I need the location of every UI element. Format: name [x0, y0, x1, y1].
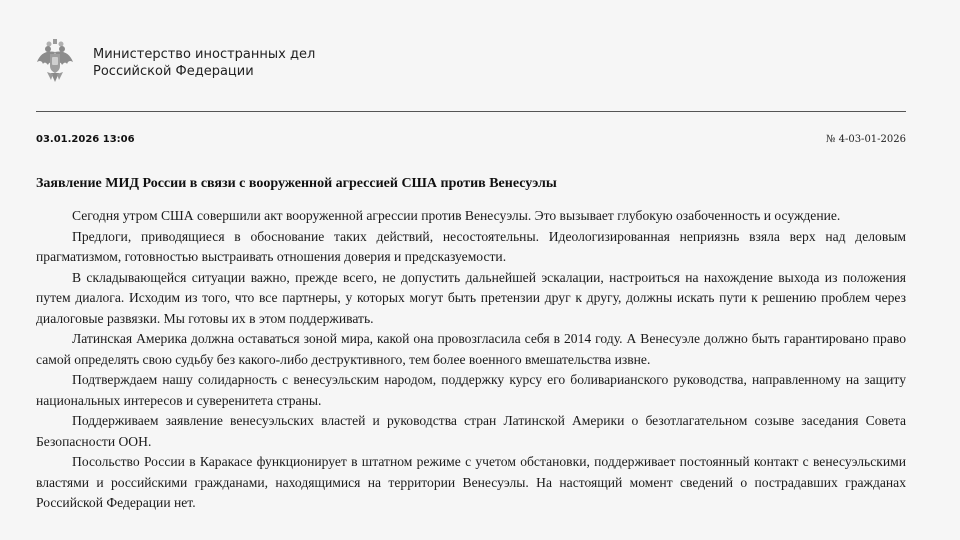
document-number: № 4-03-01-2026 [825, 134, 906, 145]
document-title: Заявление МИД России в связи с вооруженной агрессией США против Венесуэлы [36, 176, 557, 191]
paragraph: Посольство России в Каракасе функционирует в штатном режиме с учетом обстановки, поддерживает постоянный контакт с венесуэльскими властями и российскими гражданами, находящимися на территории Венесуэлы. На настоящий момент сведений о пострадавших гражданах Российской Федерации нет. [36, 454, 906, 510]
ministry-name-line1: Министерство иностранных дел [93, 47, 316, 62]
ministry-name [93, 46, 315, 80]
double-headed-eagle-emblem-icon [36, 38, 74, 84]
document-body [36, 206, 906, 514]
page-header [36, 38, 916, 88]
paragraph: Поддерживаем заявление венесуэльских властей и руководства стран Латинской Америки о безотлагательном созыве заседания Совета Безопасности ООН. [36, 413, 906, 449]
paragraph: Подтверждаем нашу солидарность с венесуэльским народом, поддержку курсу его боливарианского руководства, направленному на защиту национальных интересов и суверенитета страны. [36, 372, 906, 408]
paragraph: Предлоги, приводящиеся в обоснование таких действий, несостоятельны. Идеологизированная неприязнь взяла верх над деловым прагматизмом, готовностью выстраивать отношения доверия и предсказуемости. [36, 228, 906, 264]
paragraph: В складывающейся ситуации важно, прежде всего, не допустить дальнейшей эскалации, настроиться на нахождение выхода из положения путем диалога. Исходим из того, что все партнеры, у которых могут быть претензии друг к другу, должны искать пути к решению проблем через диалоговые развязки. Мы готовы их в этом поддерживать. [36, 269, 906, 326]
paragraph: Латинская Америка должна оставаться зоной мира, какой она провозгласила себя в 2014 году. А Венесуэле должно быть гарантировано право самой определять свою судьбу без какого-либо деструктивного, тем более военного вмешательства извне. [36, 331, 906, 367]
publication-date: 03.01.2026 13:06 [36, 134, 135, 145]
ministry-name-line2: Российской Федерации [93, 64, 254, 79]
paragraph: Сегодня утром США совершили акт вооруженной агрессии против Венесуэлы. Это вызывает глубокую озабоченность и осуждение. [72, 208, 841, 223]
header-divider [36, 111, 906, 112]
